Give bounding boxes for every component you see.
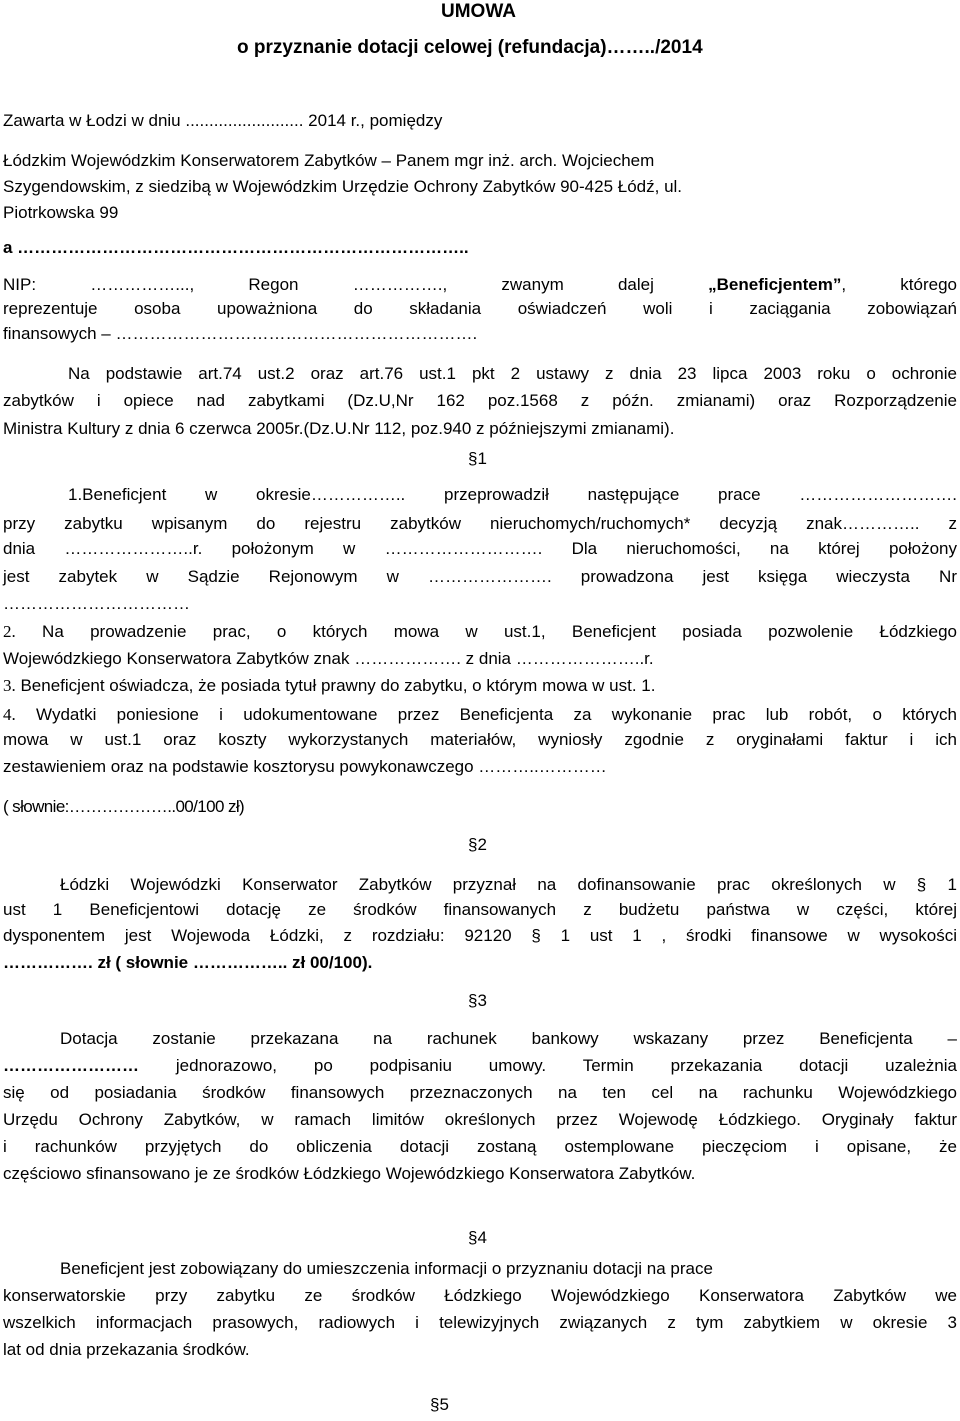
- section-2-line: ust 1 Beneficjentowi dotację ze środków finansowanych z budżetu państwa w części, której: [3, 900, 957, 919]
- party-placeholder: a ……………………………………………………………………..: [3, 238, 469, 257]
- intro-line: Zawarta w Łodzi w dniu ......................... 2014 r., pomiędzy: [3, 111, 443, 130]
- item-number: 4.: [3, 705, 16, 724]
- item-text: Wydatki poniesione i udokumentowane przez Beneficjenta za wykonanie prac lub robót, o których: [15, 705, 957, 724]
- item-text: Beneficjent oświadcza, że posiada tytuł prawny do zabytku, o którym mowa w ust. 1.: [15, 676, 656, 695]
- legal-basis-line: Ministra Kultury z dnia 6 czerwca 2005r.(Dz.U.Nr 112, poz.940 z późniejszymi zmianami).: [3, 419, 675, 438]
- section-3-heading: §3: [468, 991, 487, 1010]
- section-5-heading: §5: [430, 1395, 449, 1414]
- section-1-line: [3, 703, 957, 727]
- section-4-heading: §4: [468, 1228, 487, 1247]
- section-1-heading: §1: [468, 449, 487, 468]
- section-1-line: dnia …………………..r. położonym w ………………………. Dla nieruchomości, na której położony: [3, 539, 957, 558]
- section-3-line: Dotacja zostanie przekazana na rachunek bankowy wskazany przez Beneficjenta –: [60, 1029, 957, 1048]
- section-3-text: jednorazowo, po podpisaniu umowy. Termin przekazania dotacji uzależnia: [139, 1056, 957, 1075]
- intro-line: finansowych – ……………………………………………………….: [3, 324, 478, 343]
- account-placeholder: ……………………: [3, 1056, 139, 1075]
- section-2-line: dysponentem jest Wojewoda Łódzki, z rozdziału: 92120 § 1 ust 1 , środki finansowe w wysokości: [3, 926, 957, 945]
- nip-regon-text: NIP: ……………..., Regon ……………., zwanym dalej: [3, 275, 709, 294]
- intro-line: Piotrkowska 99: [3, 203, 119, 222]
- section-4-line: konserwatorskie przy zabytku ze środków Łódzkiego Wojewódzkiego Konserwatora Zabytków we: [3, 1286, 957, 1305]
- section-1-line: jest zabytek w Sądzie Rejonowym w …………………. prowadzona jest księga wieczysta Nr: [3, 567, 957, 586]
- intro-line: [3, 273, 957, 297]
- intro-line: Szygendowskim, z siedzibą w Wojewódzkim Urzędzie Ochrony Zabytków 90-425 Łódź, ul.: [3, 177, 683, 196]
- item-text: Na prowadzenie prac, o których mowa w ust.1, Beneficjent posiada pozwolenie Łódzkiego: [15, 622, 957, 641]
- legal-basis-line: zabytków i opiece nad zabytkami (Dz.U,Nr 162 poz.1568 z późn. zmianami) oraz Rozporządzenie: [3, 391, 957, 410]
- section-1-line: [3, 674, 655, 698]
- section-1-line: 1.Beneficjent w okresie…………….. przeprowadził następujące prace ……………………….: [68, 485, 957, 504]
- intro-line: reprezentuje osoba upoważniona do składania oświadczeń woli i zaciągania zobowiązań: [3, 299, 957, 318]
- section-2-amount-line: ……………. zł ( słownie …………….. zł 00/100).: [3, 953, 373, 972]
- section-3-line: Urzędu Ochrony Zabytków, w ramach limitów określonych przez Wojewodę Łódzkiego. Oryginały faktur: [3, 1110, 957, 1129]
- section-4-line: Beneficjent jest zobowiązany do umieszczenia informacji o przyznaniu dotacji na prace: [60, 1259, 713, 1278]
- section-4-line: wszelkich informacjach prasowych, radiowych i telewizyjnych związanych z tym zabytkiem w okresie 3: [3, 1313, 957, 1332]
- intro-text: , którego: [841, 275, 957, 294]
- intro-line: Łódzkim Wojewódzkim Konserwatorem Zabytków – Panem mgr inż. arch. Wojciechem: [3, 151, 655, 170]
- legal-basis-line: Na podstawie art.74 ust.2 oraz art.76 ust.1 pkt 2 ustawy z dnia 23 lipca 2003 roku o ochronie: [68, 364, 957, 383]
- section-3-line: [3, 1054, 957, 1078]
- item-number: 2.: [3, 622, 16, 641]
- document-title: UMOWA: [441, 1, 516, 22]
- beneficiary-term: „Beneficjentem”: [708, 275, 842, 294]
- intro-line: [3, 236, 469, 260]
- section-4-line: lat od dnia przekazania środków.: [3, 1340, 250, 1359]
- section-1-line: Wojewódzkiego Konserwatora Zabytków znak ………………. z dnia …………………..r.: [3, 649, 654, 668]
- section-3-line: częściowo sfinansowano je ze środków Łódzkiego Wojewódzkiego Konserwatora Zabytków.: [3, 1164, 696, 1183]
- section-1-line: [3, 620, 957, 644]
- item-number: 3.: [3, 676, 16, 695]
- section-2-heading: §2: [468, 835, 487, 854]
- section-1-line: mowa w ust.1 oraz koszty wykorzystanych materiałów, wyniosły zgodnie z oryginałami faktur i ich: [3, 730, 957, 749]
- section-3-line: się od posiadania środków finansowych przeznaczonych na ten cel na rachunku Wojewódzkiego: [3, 1083, 957, 1102]
- section-1-line: ( słownie:………………..00/100 zł): [3, 797, 245, 816]
- section-1-line: zestawieniem oraz na podstawie kosztorysu powykonawczego ………..…………: [3, 757, 607, 776]
- section-1-line: ……………………………: [3, 594, 190, 613]
- section-3-line: i rachunków przyjętych do obliczenia dotacji zostaną ostemplowane pieczęciom i opisane, że: [3, 1137, 957, 1156]
- document-subtitle: o przyznanie dotacji celowej (refundacja)……../2014: [237, 37, 703, 58]
- section-1-line: przy zabytku wpisanym do rejestru zabytków nieruchomych/ruchomych* decyzją znak………….. z: [3, 514, 957, 533]
- section-2-line: Łódzki Wojewódzki Konserwator Zabytków przyznał na dofinansowanie prac określonych w § 1: [60, 875, 957, 894]
